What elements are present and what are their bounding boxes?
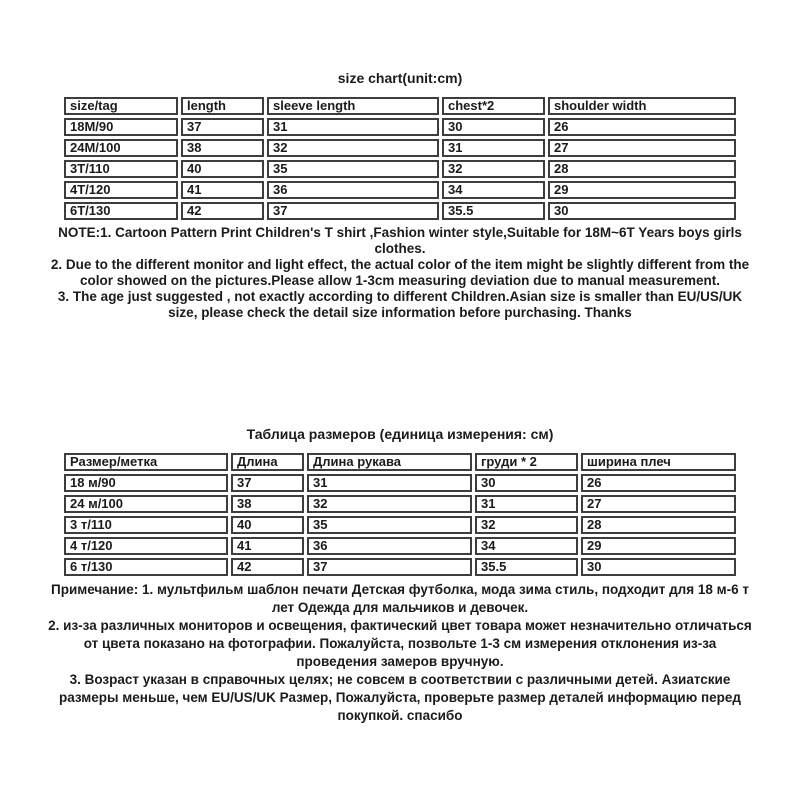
table-cell: 38 [181, 139, 264, 157]
size-chart-en-title: size chart(unit:cm) [337, 70, 463, 86]
table-row [64, 516, 736, 534]
table-cell: 24M/100 [64, 139, 178, 157]
table-cell: 31 [267, 118, 439, 136]
table-cell: 31 [442, 139, 545, 157]
table-row [64, 202, 736, 220]
column-header: Длина рукава [307, 453, 472, 471]
table-cell: 31 [475, 495, 578, 513]
table-cell: 24 м/100 [64, 495, 228, 513]
table-cell: 35.5 [442, 202, 545, 220]
table-cell: 32 [442, 160, 545, 178]
en-note-3: 3. The age just suggested , not exactly according to different Children.Asian size is smaller than EU/US/UK size, please check the detail size information before purchasing. Thanks [57, 289, 743, 320]
table-cell: 3 т/110 [64, 516, 228, 534]
table-cell: 36 [267, 181, 439, 199]
table-cell: 37 [307, 558, 472, 576]
en-note-1: NOTE:1. Cartoon Pattern Print Children's T shirt ,Fashion winter style,Suitable for 18M~6T Years boys girls clothes. [58, 225, 742, 256]
table-cell: 37 [267, 202, 439, 220]
table-cell: 40 [231, 516, 304, 534]
table-cell: 27 [581, 495, 736, 513]
table-row [64, 474, 736, 492]
size-chart-ru-notes [44, 581, 756, 725]
table-cell: 28 [548, 160, 736, 178]
table-cell: 6 т/130 [64, 558, 228, 576]
table-cell: 29 [548, 181, 736, 199]
size-chart-ru-title: Таблица размеров (единица измерения: см) [246, 426, 554, 442]
table-row [64, 160, 736, 178]
table-cell: 6T/130 [64, 202, 178, 220]
table-cell: 26 [581, 474, 736, 492]
ru-note-2: 2. из-за различных мониторов и освещения, фактический цвет товара может незначительно отличаться от цвета показано на фотографии. Пожалуйста, позвольте 1-3 см измерения отклонения из-за проведения замеров вручную. [48, 618, 752, 669]
table-cell: 3T/110 [64, 160, 178, 178]
table-cell: 4T/120 [64, 181, 178, 199]
table-cell: 26 [548, 118, 736, 136]
table-cell: 18M/90 [64, 118, 178, 136]
table-row [64, 118, 736, 136]
table-cell: 35.5 [475, 558, 578, 576]
size-chart-en-notes [44, 225, 756, 321]
column-header: chest*2 [442, 97, 545, 115]
table-cell: 35 [267, 160, 439, 178]
table-cell: 30 [442, 118, 545, 136]
table-cell: 28 [581, 516, 736, 534]
table-cell: 36 [307, 537, 472, 555]
column-header: sleeve length [267, 97, 439, 115]
header-row [64, 97, 736, 115]
table-cell: 42 [181, 202, 264, 220]
table-cell: 18 м/90 [64, 474, 228, 492]
table-cell: 30 [475, 474, 578, 492]
ru-note-3: 3. Возраст указан в справочных целях; не совсем в соответствии с различными детей. Азиатские размеры меньше, чем EU/US/UK Размер, Пожалуйста, проверьте размер деталей информацию перед покупкой. спасибо [58, 672, 741, 723]
header-row [64, 453, 736, 471]
table-cell: 42 [231, 558, 304, 576]
table-cell: 4 т/120 [64, 537, 228, 555]
table-cell: 34 [442, 181, 545, 199]
table-cell: 32 [475, 516, 578, 534]
table-row [64, 181, 736, 199]
column-header: груди * 2 [475, 453, 578, 471]
table-cell: 32 [267, 139, 439, 157]
table-row [64, 139, 736, 157]
table-cell: 37 [181, 118, 264, 136]
table-cell: 32 [307, 495, 472, 513]
table-cell: 41 [181, 181, 264, 199]
column-header: Размер/метка [64, 453, 228, 471]
size-chart-ru-table [61, 450, 739, 579]
table-cell: 29 [581, 537, 736, 555]
column-header: length [181, 97, 264, 115]
table-cell: 40 [181, 160, 264, 178]
table-row [64, 495, 736, 513]
table-row [64, 558, 736, 576]
size-chart-ru-section [44, 424, 756, 725]
table-cell: 27 [548, 139, 736, 157]
table-cell: 38 [231, 495, 304, 513]
table-cell: 30 [548, 202, 736, 220]
table-cell: 35 [307, 516, 472, 534]
size-chart-en-table [61, 94, 739, 223]
size-chart-en-section [44, 68, 756, 321]
column-header: shoulder width [548, 97, 736, 115]
column-header: Длина [231, 453, 304, 471]
column-header: ширина плеч [581, 453, 736, 471]
column-header: size/tag [64, 97, 178, 115]
table-cell: 37 [231, 474, 304, 492]
table-cell: 31 [307, 474, 472, 492]
table-cell: 30 [581, 558, 736, 576]
table-cell: 41 [231, 537, 304, 555]
ru-note-1: Примечание: 1. мультфильм шаблон печати Детская футболка, мода зима стиль, подходит для 18 м-6 т лет Одежда для мальчиков и девочек. [51, 582, 749, 615]
table-cell: 34 [475, 537, 578, 555]
en-note-2: 2. Due to the different monitor and light effect, the actual color of the item might be slightly different from the color showed on the pictures.Please allow 1-3cm measuring deviation due to manual measurement. [50, 257, 750, 288]
table-row [64, 537, 736, 555]
